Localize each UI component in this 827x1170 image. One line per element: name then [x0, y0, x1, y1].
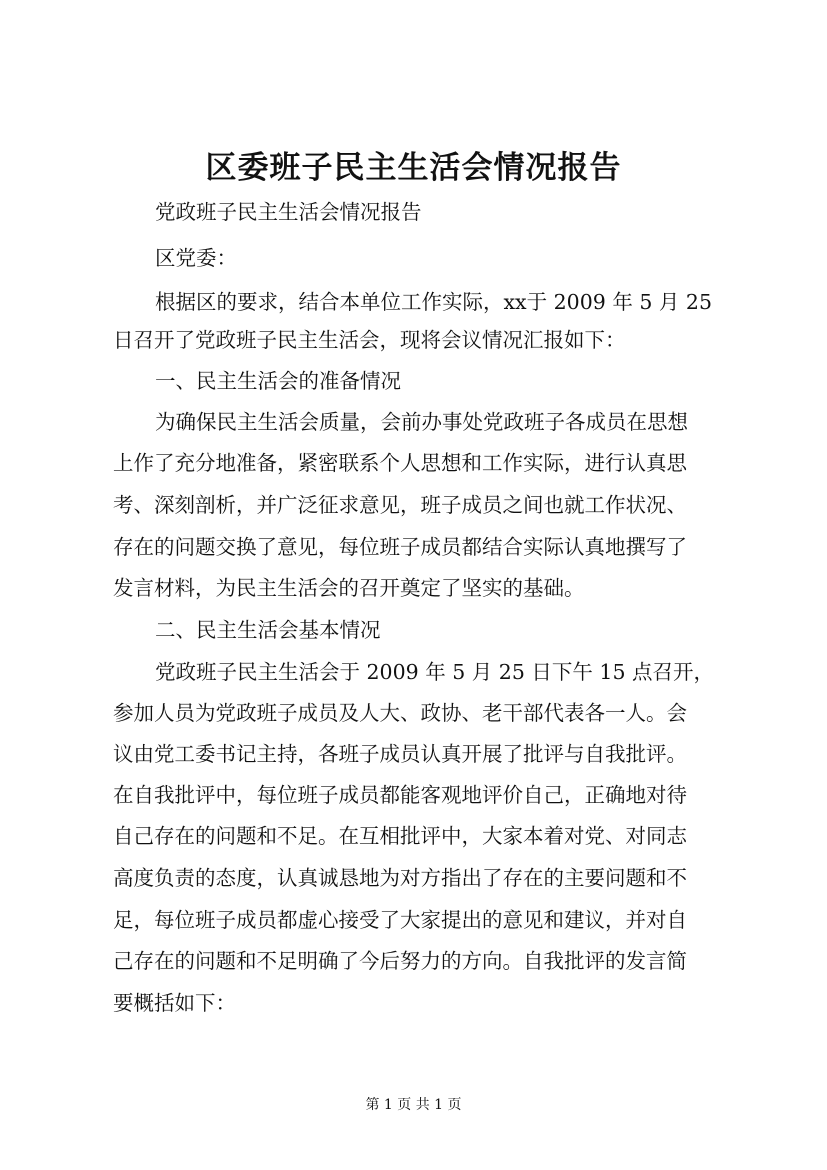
body-line: 要概括如下： — [113, 991, 236, 1015]
body-line: 日召开了党政班子民主生活会，现将会议情况汇报如下： — [113, 328, 626, 352]
body-line: 足，每位班子成员都虚心接受了大家提出的意见和建议，并对自 — [113, 908, 687, 932]
section-heading-2: 二、民主生活会基本情况 — [155, 618, 381, 642]
page-number-footer: 第 1 页 共 1 页 — [365, 1097, 462, 1113]
body-line: 在自我批评中，每位班子成员都能客观地评价自己，正确地对待 — [113, 783, 687, 807]
body-line: 议由党工委书记主持，各班子成员认真开展了批评与自我批评。 — [113, 742, 687, 766]
document-title: 区委班子民主生活会情况报告 — [205, 150, 622, 186]
body-line: 发言材料，为民主生活会的召开奠定了坚实的基础。 — [113, 576, 585, 600]
body-line: 自己存在的问题和不足。在互相批评中，大家本着对党、对同志 — [113, 824, 687, 848]
body-line: 根据区的要求，结合本单位工作实际，xx于 2009 年 5 月 25 — [155, 290, 713, 314]
subtitle-line: 党政班子民主生活会情况报告 — [155, 200, 422, 224]
section-heading-1: 一、民主生活会的准备情况 — [155, 369, 401, 393]
body-line: 己存在的问题和不足明确了今后努力的方向。自我批评的发言简 — [113, 949, 687, 973]
body-line: 党政班子民主生活会于 2009 年 5 月 25 日下午 15 点召开， — [155, 660, 715, 684]
body-line: 考、深刻剖析，并广泛征求意见，班子成员之间也就工作状况、 — [113, 493, 687, 517]
body-line: 存在的问题交换了意见，每位班子成员都结合实际认真地撰写了 — [113, 535, 687, 559]
addressee-line: 区党委： — [155, 246, 237, 270]
body-line: 参加人员为党政班子成员及人大、政协、老干部代表各一人。会 — [113, 701, 687, 725]
body-line: 上作了充分地准备，紧密联系个人思想和工作实际，进行认真思 — [113, 451, 687, 475]
body-line: 高度负责的态度，认真诚恳地为对方指出了存在的主要问题和不 — [113, 866, 687, 890]
body-line: 为确保民主生活会质量，会前办事处党政班子各成员在思想 — [155, 410, 688, 434]
